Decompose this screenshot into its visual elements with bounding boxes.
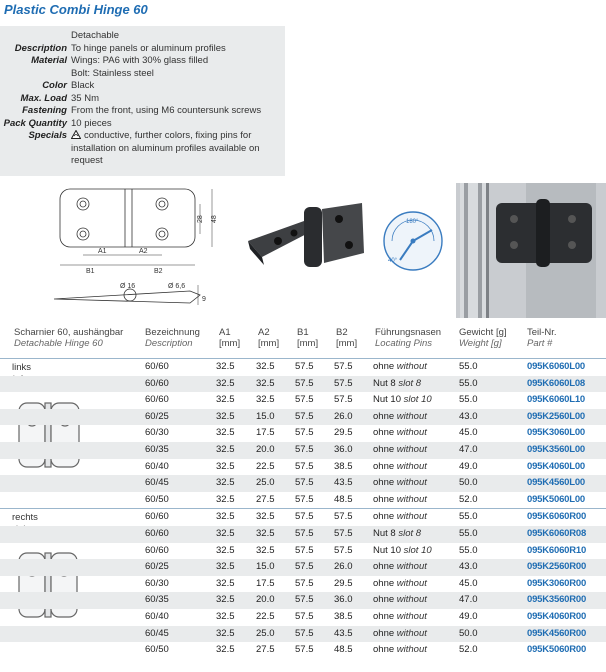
table-row — [0, 543, 606, 560]
cell-b1: 57.5 — [295, 527, 314, 539]
spec-label: Specials — [28, 130, 67, 141]
cell-part-number: 095K5060L00 — [527, 493, 586, 505]
spec-label — [0, 68, 71, 81]
cell-description: 60/25 — [145, 410, 169, 422]
cell-locating-pins-en: without — [396, 511, 427, 523]
cell-part-number: 095K4560L00 — [527, 477, 586, 489]
header-weight — [459, 327, 507, 349]
cell-b2: 57.5 — [334, 511, 353, 523]
spec-label: Description — [14, 42, 67, 54]
cell-b1: 57.5 — [295, 443, 314, 455]
header-b1-label: B1 — [297, 327, 309, 338]
cell-locating-pins-en: without — [396, 427, 427, 439]
cell-b2: 57.5 — [334, 394, 353, 406]
cell-a1: 32.5 — [216, 561, 235, 573]
cell-description: 60/35 — [145, 443, 169, 455]
product-table — [0, 358, 606, 659]
cell-locating-pins-de: Nut 8 — [373, 527, 396, 539]
cell-a1: 32.5 — [216, 544, 235, 556]
group-left — [0, 358, 606, 508]
cell-a1: 32.5 — [216, 577, 235, 589]
cell-b2: 57.5 — [334, 377, 353, 389]
cell-b1: 57.5 — [295, 361, 314, 372]
cell-locating-pins-en: without — [396, 577, 427, 589]
cell-weight: 55.0 — [459, 527, 478, 539]
cell-locating-pins-de: ohne — [373, 561, 395, 573]
cell-a1: 32.5 — [216, 511, 235, 523]
cell-locating-pins-en: without — [396, 644, 427, 656]
cell-locating-pins-de: ohne — [373, 427, 395, 439]
dim-9-label: 9 — [202, 296, 206, 303]
cell-locating-pins-en: without — [396, 561, 427, 573]
hinge-outline-top-view — [60, 189, 195, 247]
cell-b2: 38.5 — [334, 610, 353, 622]
header-b2-unit: [mm] — [336, 338, 358, 349]
cell-locating-pins — [373, 543, 432, 560]
cell-b1: 57.5 — [295, 493, 314, 505]
cell-locating-pins-de: ohne — [373, 460, 395, 472]
spec-value: installation on aluminum profiles available on — [71, 142, 260, 154]
cell-locating-pins — [373, 492, 427, 509]
cell-description: 60/45 — [145, 627, 169, 639]
cell-b1: 57.5 — [295, 610, 314, 622]
cell-weight: 49.0 — [459, 460, 478, 472]
cell-locating-pins-de: Nut 8 — [373, 377, 396, 389]
header-product — [14, 327, 123, 349]
cell-a1: 32.5 — [216, 443, 235, 455]
cell-a1: 32.5 — [216, 627, 235, 639]
table-row — [0, 376, 606, 393]
spec-row — [0, 118, 285, 131]
cell-locating-pins — [373, 376, 421, 393]
cell-part-number: 095K6060R08 — [527, 527, 587, 539]
header-product-de: Scharnier 60, aushängbar — [14, 327, 124, 338]
cell-weight: 49.0 — [459, 610, 478, 622]
spec-value: Wings: PA6 with 30% glass filled — [71, 55, 209, 66]
group-left-label-de: links — [12, 362, 32, 373]
cell-a1: 32.5 — [216, 427, 235, 439]
cell-b2: 43.5 — [334, 477, 353, 489]
cell-locating-pins-de: ohne — [373, 443, 395, 455]
cell-b1: 57.5 — [295, 561, 314, 573]
cell-weight: 52.0 — [459, 493, 478, 505]
cell-b1: 57.5 — [295, 460, 314, 472]
cell-locating-pins-en: slot 8 — [398, 377, 422, 389]
cell-weight: 45.0 — [459, 427, 478, 439]
cell-part-number: 095K6060R00 — [527, 511, 587, 523]
cell-part-number: 095K3560L00 — [527, 443, 586, 455]
spec-row — [0, 55, 285, 68]
spec-label: Material — [31, 55, 67, 66]
table-row — [0, 609, 606, 626]
spec-row — [0, 143, 285, 156]
cell-weight: 43.0 — [459, 561, 478, 573]
cell-locating-pins-en: without — [396, 460, 427, 472]
spec-value — [71, 130, 285, 143]
cell-locating-pins-en: without — [396, 594, 427, 606]
group-right — [0, 508, 606, 658]
cell-description: 60/60 — [145, 527, 169, 539]
dim-a2-label: A2 — [139, 248, 148, 255]
table-row — [0, 642, 606, 659]
cell-a2: 20.0 — [256, 443, 275, 455]
cell-a1: 32.5 — [216, 394, 235, 406]
cell-weight: 47.0 — [459, 443, 478, 455]
cell-a2: 15.0 — [256, 410, 275, 422]
cell-b1: 57.5 — [295, 410, 314, 422]
cell-b2: 29.5 — [334, 577, 353, 589]
dim-b2-label: B2 — [154, 268, 163, 275]
spec-row — [0, 130, 285, 143]
cell-a1: 32.5 — [216, 594, 235, 606]
dim-b1-label: B1 — [86, 268, 95, 275]
cell-b1: 57.5 — [295, 477, 314, 489]
cell-locating-pins-en: without — [396, 361, 427, 372]
spec-row — [0, 93, 285, 106]
cell-locating-pins-de: ohne — [373, 627, 395, 639]
spec-label — [0, 30, 71, 43]
header-a2-unit: [mm] — [258, 338, 280, 349]
cell-locating-pins-en: slot 10 — [403, 544, 432, 556]
cell-b2: 36.0 — [334, 443, 353, 455]
technical-drawing — [40, 185, 230, 310]
cell-b1: 57.5 — [295, 627, 314, 639]
cell-locating-pins — [373, 642, 427, 659]
cell-a2: 32.5 — [256, 527, 275, 539]
table-row — [0, 526, 606, 543]
hinge-3d-render — [244, 195, 374, 285]
spec-value: To hinge panels or aluminum profiles — [71, 42, 226, 54]
cell-a1: 32.5 — [216, 493, 235, 505]
cell-a2: 25.0 — [256, 477, 275, 489]
cell-weight: 55.0 — [459, 377, 478, 389]
cell-part-number: 095K6060L08 — [527, 377, 586, 389]
cell-part-number: 095K4060R00 — [527, 610, 587, 622]
cell-a2: 15.0 — [256, 561, 275, 573]
cell-locating-pins-en: without — [396, 477, 427, 489]
cell-locating-pins-en: without — [396, 627, 427, 639]
cell-a1: 32.5 — [216, 644, 235, 656]
cell-b1: 57.5 — [295, 544, 314, 556]
cell-a1: 32.5 — [216, 477, 235, 489]
cell-b2: 36.0 — [334, 594, 353, 606]
cell-locating-pins — [373, 592, 427, 609]
cell-part-number: 095K3060L00 — [527, 427, 586, 439]
cell-a1: 32.5 — [216, 610, 235, 622]
cell-part-number: 095K3060R00 — [527, 577, 587, 589]
angle-180-label: 180° — [406, 219, 419, 225]
cell-locating-pins-de: ohne — [373, 577, 395, 589]
cell-locating-pins-de: ohne — [373, 511, 395, 523]
table-row — [0, 425, 606, 442]
cell-b2: 29.5 — [334, 427, 353, 439]
spec-row — [0, 30, 285, 43]
cell-locating-pins — [373, 609, 427, 626]
cell-locating-pins — [373, 392, 432, 409]
header-b2 — [336, 327, 357, 349]
cell-b1: 57.5 — [295, 594, 314, 606]
cell-locating-pins-de: ohne — [373, 410, 395, 422]
rotation-angle-diagram — [382, 210, 444, 272]
cell-part-number: 095K3560R00 — [527, 594, 587, 606]
cell-b2: 48.5 — [334, 644, 353, 656]
product-title: Plastic Combi Hinge 60 — [4, 2, 148, 17]
table-row — [0, 409, 606, 426]
hinge-side-profile — [54, 291, 200, 303]
header-description-en: Description — [145, 338, 193, 349]
cell-weight: 50.0 — [459, 627, 478, 639]
cell-b2: 57.5 — [334, 527, 353, 539]
cell-locating-pins — [373, 475, 427, 492]
header-product-en: Detachable Hinge 60 — [14, 338, 103, 349]
header-part-number-de: Teil-Nr. — [527, 327, 557, 338]
dim-28-label: 28 — [197, 215, 204, 223]
spec-value: Bolt: Stainless steel — [71, 67, 154, 79]
dim-dia66-label: Ø 6,6 — [168, 283, 186, 290]
cell-weight: 55.0 — [459, 544, 478, 556]
cell-description: 60/60 — [145, 394, 169, 406]
spec-value: 35 Nm — [71, 92, 99, 104]
cell-description: 60/30 — [145, 577, 169, 589]
dim-dia16-label: Ø 16 — [120, 283, 136, 290]
cell-a2: 32.5 — [256, 511, 275, 523]
cell-locating-pins-de: ohne — [373, 610, 395, 622]
cell-weight: 43.0 — [459, 410, 478, 422]
cell-a2: 32.5 — [256, 361, 275, 372]
header-locating-pins — [375, 327, 441, 349]
cell-description: 60/25 — [145, 561, 169, 573]
cell-weight: 55.0 — [459, 361, 478, 372]
cell-locating-pins-en: without — [396, 443, 427, 455]
cell-a1: 32.5 — [216, 410, 235, 422]
cell-b1: 57.5 — [295, 427, 314, 439]
cell-part-number: 095K2560L00 — [527, 410, 586, 422]
cell-part-number: 095K6060R10 — [527, 544, 587, 556]
cell-a2: 32.5 — [256, 544, 275, 556]
table-row — [0, 576, 606, 593]
table-row — [0, 626, 606, 643]
cell-locating-pins — [373, 425, 427, 442]
group-right-label-de: rechts — [12, 512, 38, 524]
cell-b2: 38.5 — [334, 460, 353, 472]
spec-label: Fastening — [22, 105, 67, 116]
spec-label — [0, 155, 71, 168]
cell-a2: 27.5 — [256, 644, 275, 656]
header-locating-pins-en: Locating Pins — [375, 338, 433, 349]
cell-description: 60/40 — [145, 610, 169, 622]
table-row — [0, 442, 606, 459]
cell-locating-pins-de: Nut 10 — [373, 394, 401, 406]
cell-a2: 32.5 — [256, 394, 275, 406]
cell-locating-pins-en: slot 10 — [403, 394, 432, 406]
cell-part-number: 095K5060R00 — [527, 644, 587, 656]
spec-value: Detachable — [71, 30, 120, 41]
installation-photo — [456, 183, 606, 318]
header-description — [145, 327, 200, 349]
spec-row — [0, 105, 285, 118]
header-weight-de: Gewicht [g] — [459, 327, 507, 338]
cell-a2: 22.5 — [256, 610, 275, 622]
header-b1-unit: [mm] — [297, 338, 319, 349]
spec-value: Black — [71, 80, 95, 91]
table-row — [0, 475, 606, 492]
cell-a2: 32.5 — [256, 377, 275, 389]
cell-locating-pins — [373, 442, 427, 459]
cell-description: 60/40 — [145, 460, 169, 472]
cell-a1: 32.5 — [216, 527, 235, 539]
cell-part-number: 095K4560R00 — [527, 627, 587, 639]
cell-weight: 55.0 — [459, 394, 478, 406]
spec-label: Pack Quantity — [3, 117, 67, 129]
cell-b1: 57.5 — [295, 511, 314, 523]
cell-a1: 32.5 — [216, 361, 235, 372]
cell-description: 60/45 — [145, 477, 169, 489]
cell-locating-pins — [373, 559, 427, 576]
cell-b2: 57.5 — [334, 544, 353, 556]
cell-description: 60/50 — [145, 493, 169, 505]
header-part-number — [527, 327, 557, 349]
header-description-de: Bezeichnung — [145, 327, 200, 338]
table-row — [0, 592, 606, 609]
group-left-rows — [0, 359, 606, 508]
cell-locating-pins — [373, 459, 427, 476]
cell-weight: 47.0 — [459, 594, 478, 606]
cell-locating-pins-de: ohne — [373, 644, 395, 656]
cell-a2: 17.5 — [256, 427, 275, 439]
table-row — [0, 459, 606, 476]
table-header — [0, 327, 606, 355]
table-row — [0, 392, 606, 409]
cell-a2: 25.0 — [256, 627, 275, 639]
header-locating-pins-de: Führungsnasen — [375, 327, 442, 338]
cell-b2: 26.0 — [334, 561, 353, 573]
cell-locating-pins-en: without — [396, 493, 427, 505]
cell-part-number: 095K6060L10 — [527, 394, 586, 406]
spec-list — [0, 26, 285, 168]
cell-b1: 57.5 — [295, 377, 314, 389]
cell-description: 60/50 — [145, 644, 169, 656]
cell-part-number: 095K4060L00 — [527, 460, 586, 472]
cell-a2: 20.0 — [256, 594, 275, 606]
cell-locating-pins-en: without — [396, 610, 427, 622]
header-a1-label: A1 — [219, 327, 231, 338]
cell-locating-pins — [373, 359, 427, 376]
dim-48-label: 48 — [211, 215, 218, 223]
spec-row — [0, 80, 285, 93]
cell-locating-pins — [373, 509, 427, 526]
spec-panel — [0, 26, 285, 176]
header-a2-label: A2 — [258, 327, 270, 338]
table-row — [0, 559, 606, 576]
spec-value: From the front, using M6 countersunk screws — [71, 105, 262, 116]
cell-a2: 17.5 — [256, 577, 275, 589]
cell-weight: 52.0 — [459, 644, 478, 656]
group-right-rows — [0, 509, 606, 658]
cell-locating-pins-de: ohne — [373, 477, 395, 489]
cell-part-number: 095K6060L00 — [527, 361, 586, 372]
header-b2-label: B2 — [336, 327, 348, 338]
cell-description: 60/60 — [145, 544, 169, 556]
cell-a1: 32.5 — [216, 377, 235, 389]
angle-40-label: 40° — [388, 258, 398, 264]
cell-weight: 50.0 — [459, 477, 478, 489]
header-part-number-en: Part # — [527, 338, 553, 349]
esd-warning-icon — [71, 130, 81, 139]
spec-row — [0, 155, 285, 168]
cell-weight: 55.0 — [459, 511, 478, 523]
cell-locating-pins-de: ohne — [373, 594, 395, 606]
table-row — [0, 509, 606, 526]
spec-label: Max. Load — [20, 92, 67, 104]
header-b1 — [297, 327, 318, 349]
spec-value: request — [71, 155, 103, 166]
cell-locating-pins-en: slot 8 — [398, 527, 422, 539]
cell-locating-pins — [373, 526, 421, 543]
cell-b1: 57.5 — [295, 577, 314, 589]
table-row — [0, 359, 606, 376]
cell-locating-pins — [373, 409, 427, 426]
spec-label — [0, 143, 71, 156]
cell-a2: 27.5 — [256, 493, 275, 505]
cell-description: 60/60 — [145, 377, 169, 389]
cell-locating-pins — [373, 626, 427, 643]
cell-description: 60/60 — [145, 361, 169, 372]
cell-b2: 26.0 — [334, 410, 353, 422]
cell-description: 60/35 — [145, 594, 169, 606]
cell-description: 60/60 — [145, 511, 169, 523]
cell-locating-pins — [373, 576, 427, 593]
spec-value: 10 pieces — [71, 117, 112, 129]
cell-b2: 43.5 — [334, 627, 353, 639]
spec-row — [0, 43, 285, 56]
table-row — [0, 492, 606, 509]
cell-locating-pins-de: ohne — [373, 493, 395, 505]
header-weight-en: Weight [g] — [459, 338, 502, 349]
header-a2 — [258, 327, 279, 349]
cell-weight: 45.0 — [459, 577, 478, 589]
dim-a1-label: A1 — [98, 248, 107, 255]
cell-locating-pins-de: ohne — [373, 361, 395, 372]
cell-b1: 57.5 — [295, 394, 314, 406]
header-a1-unit: [mm] — [219, 338, 241, 349]
spec-label: Color — [42, 80, 67, 91]
header-a1 — [219, 327, 240, 349]
spec-row — [0, 68, 285, 81]
cell-part-number: 095K2560R00 — [527, 561, 587, 573]
cell-locating-pins-de: Nut 10 — [373, 544, 401, 556]
spec-value-text: conductive, further colors, fixing pins for — [84, 130, 252, 141]
cell-b2: 57.5 — [334, 361, 353, 372]
cell-b1: 57.5 — [295, 644, 314, 656]
cell-a2: 22.5 — [256, 460, 275, 472]
cell-locating-pins-en: without — [396, 410, 427, 422]
cell-b2: 48.5 — [334, 493, 353, 505]
cell-a1: 32.5 — [216, 460, 235, 472]
cell-description: 60/30 — [145, 427, 169, 439]
